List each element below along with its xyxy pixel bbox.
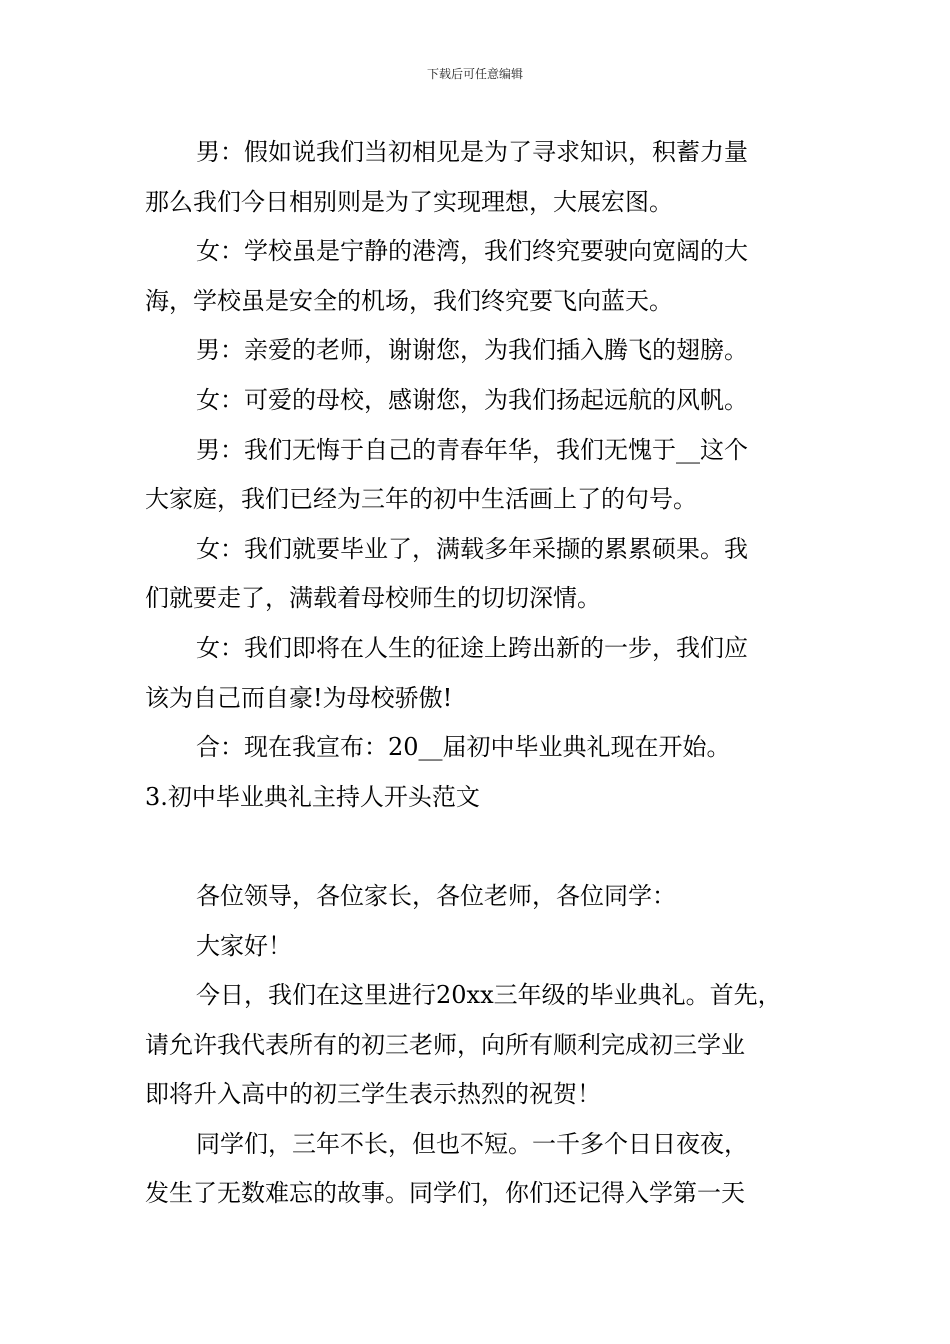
paragraph-line: 男：我们无悔于自己的青春年华，我们无愧于__这个 [196,435,748,464]
paragraph-line: 请允许我代表所有的初三老师，向所有顺利完成初三学业 [145,1030,745,1059]
paragraph-line: 女：我们就要毕业了，满载多年采撷的累累硕果。我 [196,534,748,563]
page-header-note: 下载后可任意编辑 [426,67,523,81]
paragraph-line: 海，学校虽是安全的机场，我们终究要飞向蓝天。 [145,286,673,315]
paragraph-line: 男：假如说我们当初相见是为了寻求知识，积蓄力量 [196,138,748,166]
blank-line [145,822,810,872]
paragraph-line: 该为自己而自豪!为母校骄傲! [145,683,453,712]
paragraph-line: 同学们，三年不长，但也不短。一千多个日日夜夜， [196,1129,748,1158]
paragraph-line: 今日，我们在这里进行20xx三年级的毕业典礼。首先， [196,981,782,1010]
paragraph-line: 各位领导，各位家长，各位老师，各位同学： [196,881,676,910]
paragraph-line: 发生了无数难忘的故事。同学们，你们还记得入学第一天 [145,1179,745,1208]
paragraph-line: 女：可爱的母校，感谢您，为我们扬起远航的风帆。 [196,385,748,414]
paragraph-line: 男：亲爱的老师，谢谢您，为我们插入腾飞的翅膀。 [196,336,748,365]
section-heading: 3.初中毕业典礼主持人开头范文 [145,782,480,811]
paragraph-line: 女：我们即将在人生的征途上跨出新的一步，我们应 [196,633,748,662]
paragraph-line: 女：学校虽是宁静的港湾，我们终究要驶向宽阔的大 [196,237,748,266]
paragraph-line: 们就要走了，满载着母校师生的切切深情。 [145,584,601,613]
paragraph-line: 即将升入高中的初三学生表示热烈的祝贺！ [145,1080,601,1109]
document-body [145,128,810,1219]
paragraph-line: 合：现在我宣布：20__届初中毕业典礼现在开始。 [196,733,731,762]
paragraph-line: 大家庭，我们已经为三年的初中生活画上了的句号。 [145,485,697,514]
paragraph-line: 那么我们今日相别则是为了实现理想，大展宏图。 [145,187,673,216]
paragraph-line: 大家好！ [196,931,292,960]
